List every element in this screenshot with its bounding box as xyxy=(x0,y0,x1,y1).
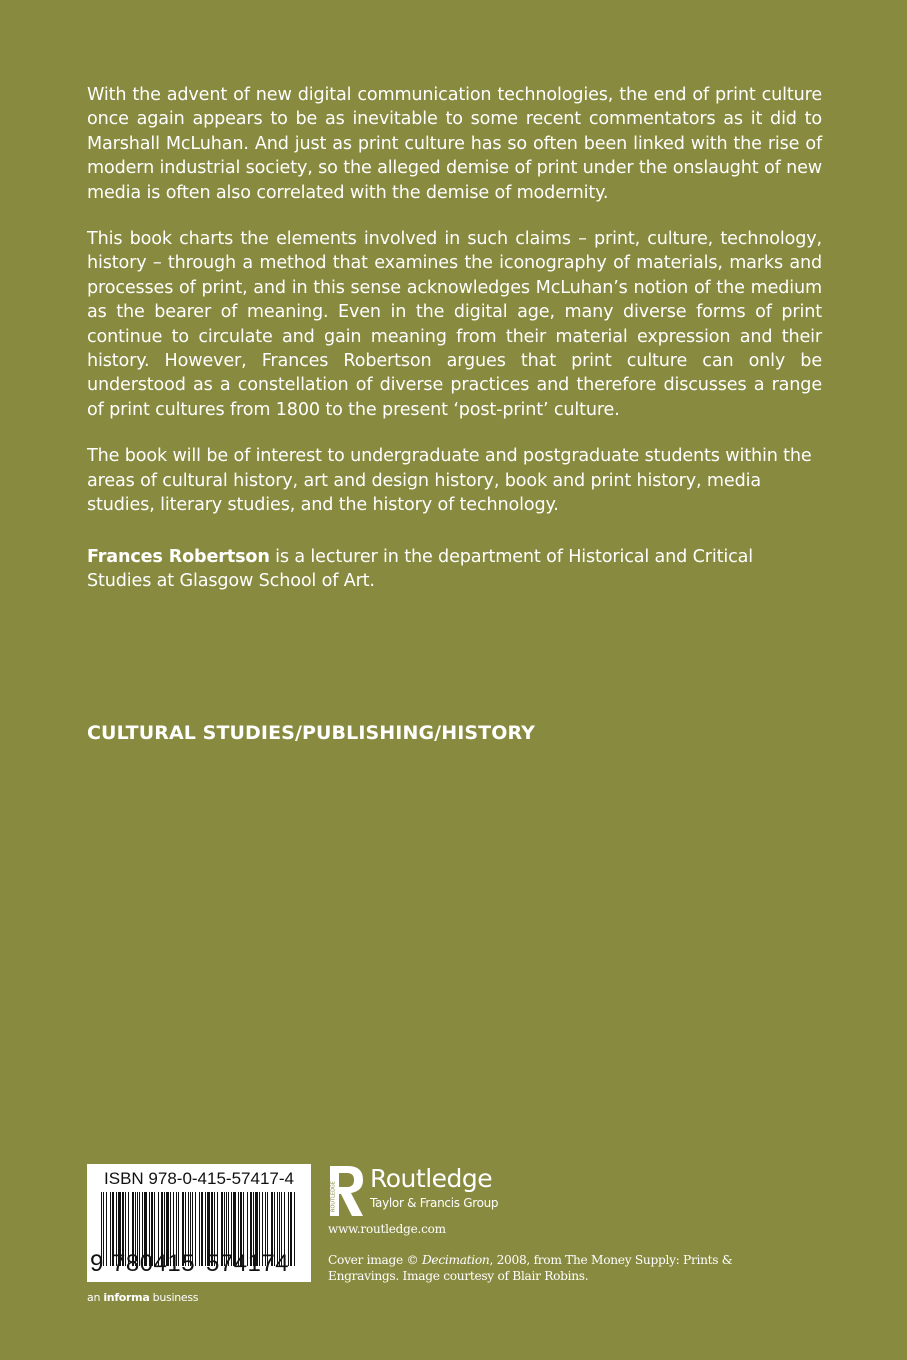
subject-category: CULTURAL STUDIES/PUBLISHING/HISTORY xyxy=(87,722,536,744)
author-bio-text: is a lecturer in the department of Historical and Critical Studies at Glasgow School of Art. xyxy=(87,546,753,591)
credit-rest: , 2008, from The Money Supply: Prints & Engravings. Image courtesy of Blair Robins. xyxy=(328,1253,733,1283)
publisher-group: Taylor & Francis Group xyxy=(370,1196,499,1210)
logo-vertical-text: ROUTLEDGE xyxy=(330,1181,337,1212)
barcode-bar xyxy=(106,1192,107,1266)
informa-post: business xyxy=(149,1291,199,1304)
blurb-paragraph-2: This book charts the elements involved in such claims – print, culture, technology, history – through a method that examines the iconography of materials, marks and processes of print, and in this sense acknowledges McLuhan’s notion of the medium as the bearer of meaning. Even in the digital age, many diverse forms of print continue to circulate and gain meaning from their material expression and their history. However, Frances Robertson argues that print culture can only be understood as a constellation of diverse practices and therefore discusses a range of print cultures from 1800 to the present ‘post-print’ culture. xyxy=(87,229,822,420)
publisher-name: Routledge xyxy=(370,1164,493,1193)
cover-credit xyxy=(328,1253,768,1284)
informa-brand: informa xyxy=(103,1291,150,1304)
isbn-barcode xyxy=(87,1164,311,1282)
informa-pre: an xyxy=(87,1291,104,1304)
author-bio xyxy=(87,545,822,594)
isbn-label: ISBN 978-0-415-57417-4 xyxy=(104,1169,294,1188)
barcode-group-1: 780415 xyxy=(112,1250,196,1277)
barcode-bar xyxy=(290,1192,292,1266)
barcode-bar xyxy=(199,1192,200,1266)
barcode-first-digit: 9 xyxy=(90,1250,104,1277)
credit-work: Decimation xyxy=(421,1253,490,1267)
blurb-paragraph-1: With the advent of new digital communication technologies, the end of print culture once again appears to be as inevitable to some recent commentators as it did to Marshall McLuhan. And just as print culture has so often been linked with the rise of modern industrial society, so the alleged demise of print under the onslaught of new media is often also correlated with the demise of modernity. xyxy=(87,85,822,203)
blurb-section xyxy=(87,83,822,593)
credit-prefix: Cover image © xyxy=(328,1253,422,1267)
barcode-bar xyxy=(294,1192,295,1266)
blurb-paragraph-3: The book will be of interest to undergraduate and postgraduate students within the areas of cultural history, art and design history, book and print history, media studies, literary studies, and the history of technology. xyxy=(87,446,812,516)
informa-business-mark xyxy=(87,1291,198,1304)
barcode-bar xyxy=(201,1192,203,1266)
barcode-group-2: 574174 xyxy=(206,1250,290,1277)
routledge-logo-icon xyxy=(330,1166,364,1216)
barcode-bar xyxy=(110,1192,111,1266)
publisher-url[interactable]: www.routledge.com xyxy=(328,1222,446,1236)
author-name: Frances Robertson xyxy=(87,546,270,567)
barcode-bar xyxy=(195,1192,196,1266)
